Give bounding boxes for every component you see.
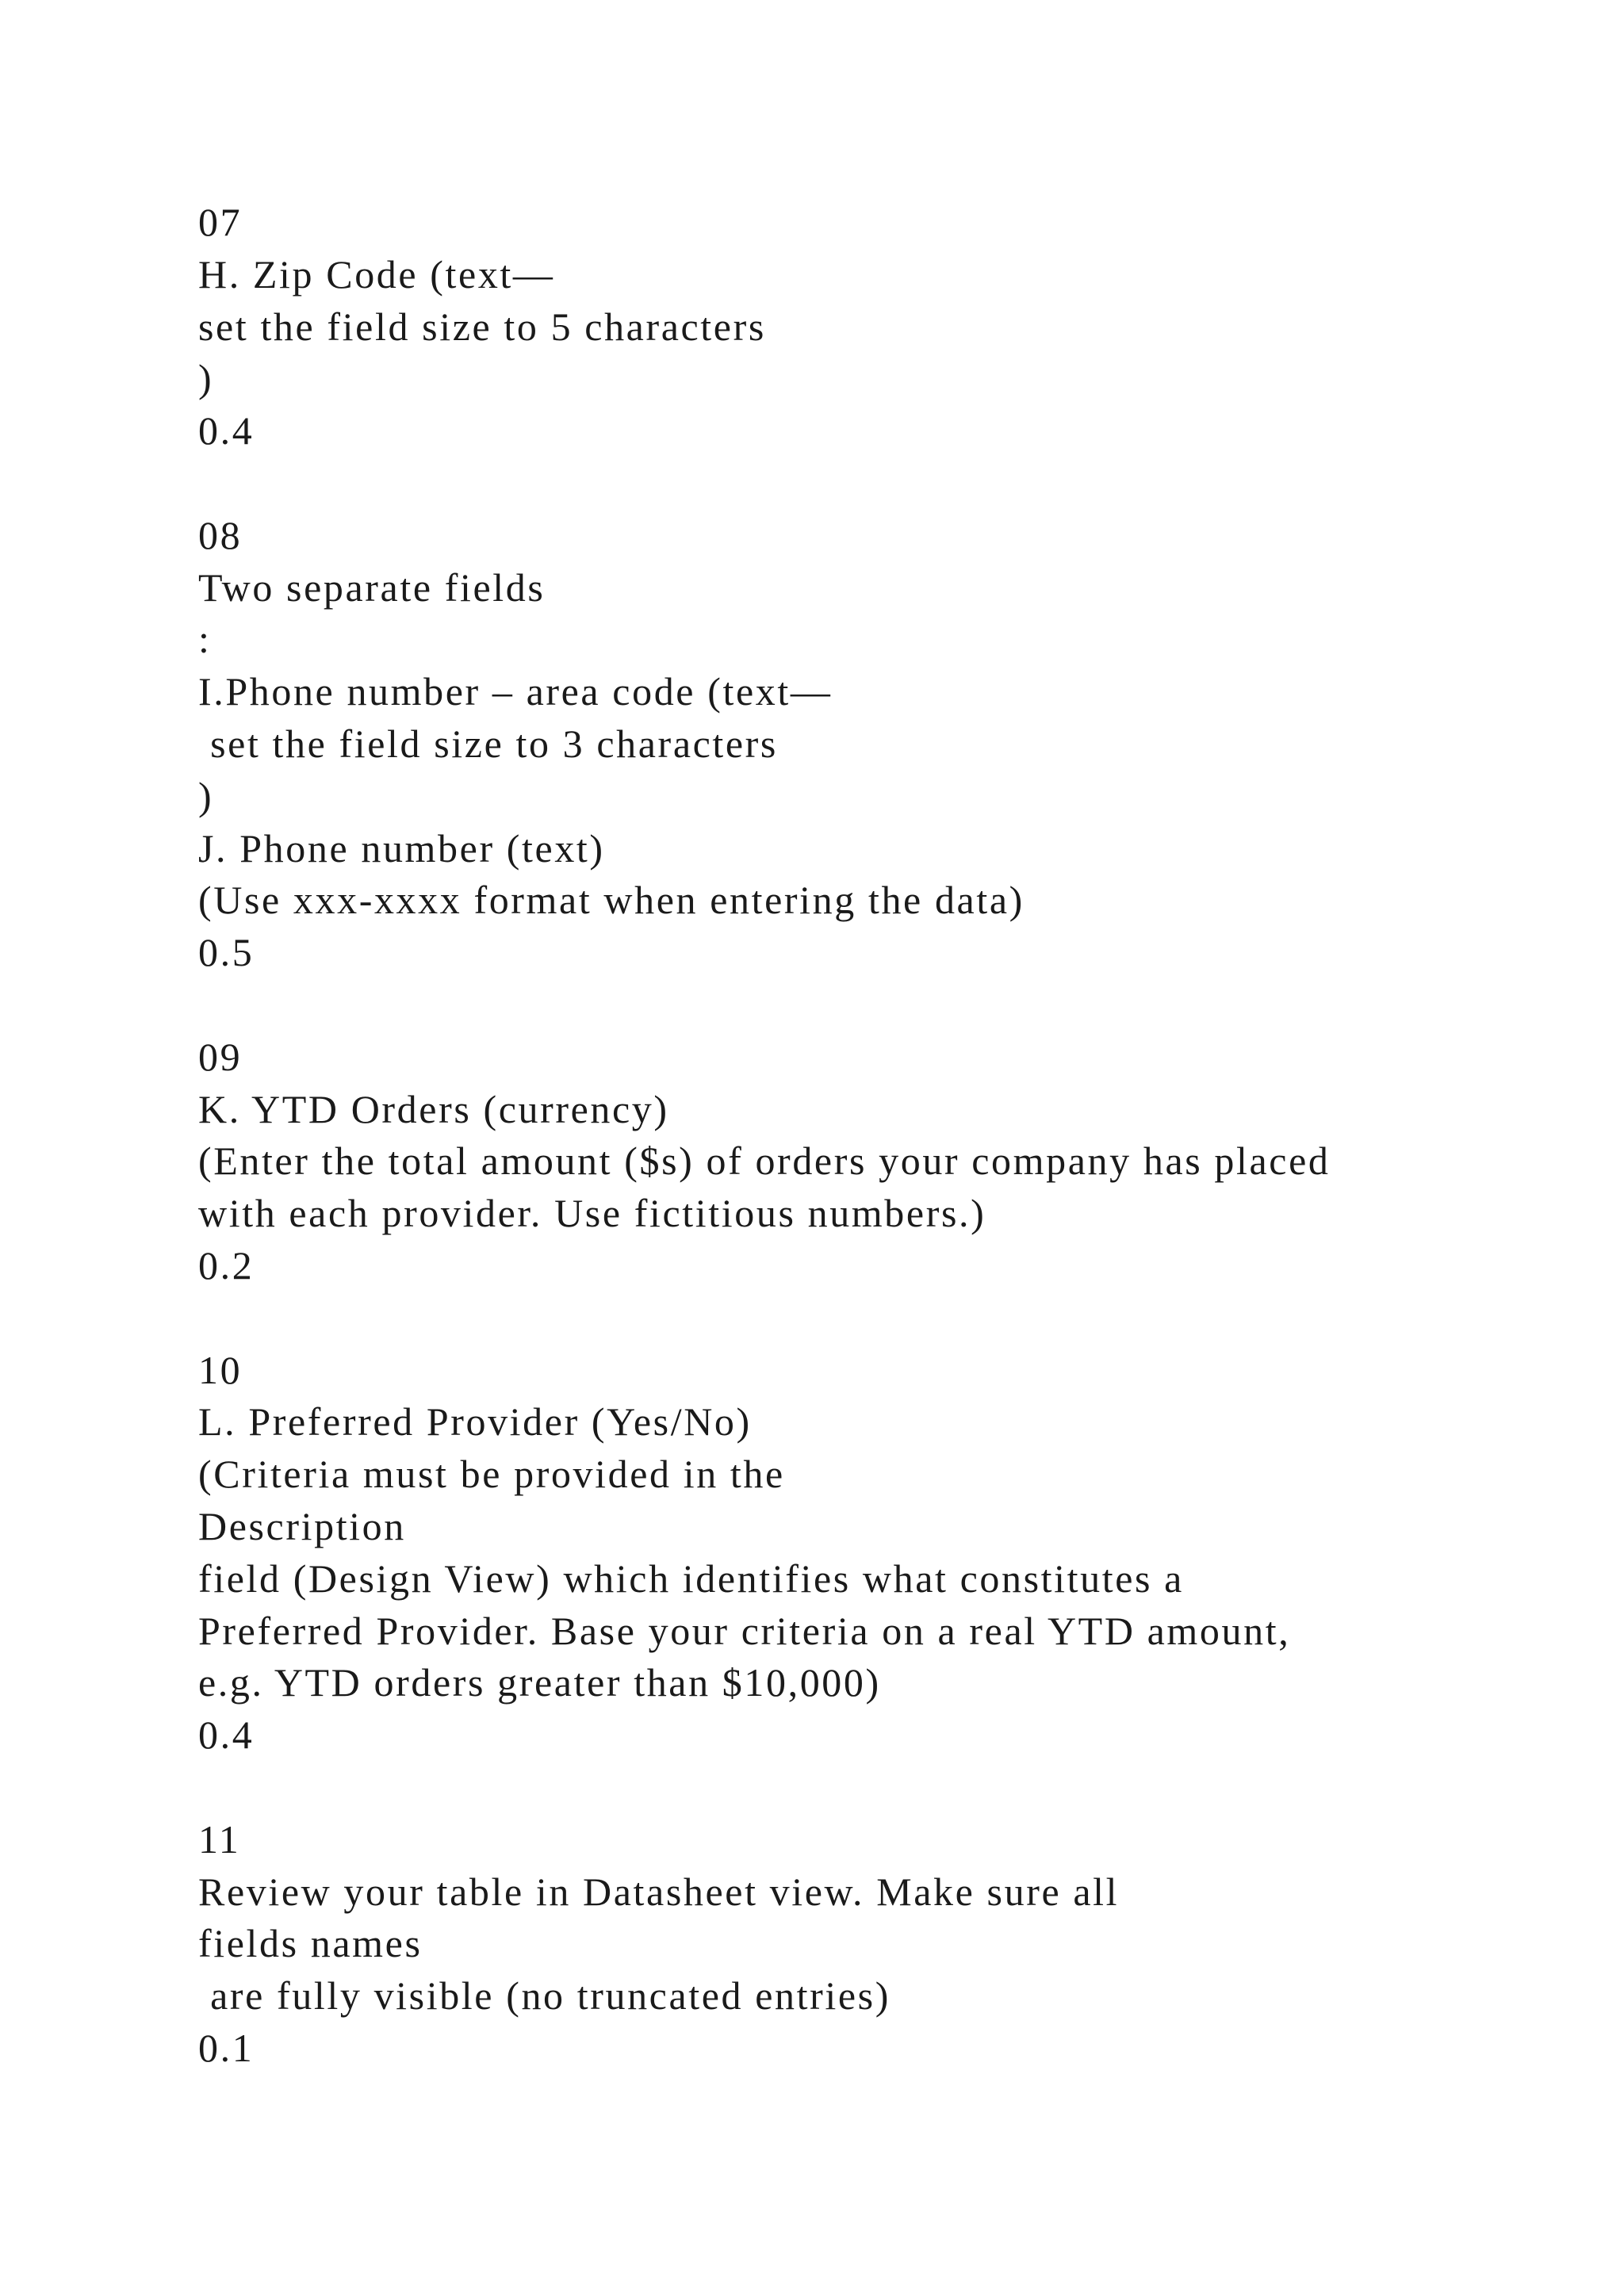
- ytd-orders-field-label: K. YTD Orders (currency): [198, 1086, 669, 1131]
- phone-number-field-label: J. Phone number (text): [198, 825, 605, 871]
- preferred-provider-note-1: (Criteria must be provided in the: [198, 1452, 785, 1497]
- preferred-provider-note-4: Preferred Provider. Base your criteria on a real YTD amount,: [198, 1608, 1291, 1653]
- item-number-11: 11: [198, 1816, 241, 1862]
- item-number-10: 10: [198, 1347, 243, 1392]
- zip-code-close-paren: ): [198, 356, 214, 401]
- spacer: [198, 1292, 1594, 1345]
- zip-code-field-label: H. Zip Code (text—: [198, 251, 555, 297]
- phone-format-note: (Use xxx-xxxx format when entering the data): [198, 878, 1025, 923]
- item-09-points: 0.2: [198, 1242, 255, 1288]
- spacer: [198, 1762, 1594, 1814]
- review-table-instruction-2: fields names: [198, 1921, 423, 1966]
- spacer: [198, 979, 1594, 1031]
- two-fields-heading: Two separate fields: [198, 564, 546, 610]
- item-number-09: 09: [198, 1034, 243, 1079]
- preferred-provider-note-2: Description: [198, 1503, 406, 1548]
- preferred-provider-note-3: field (Design View) which identifies what constitutes a: [198, 1556, 1184, 1601]
- ytd-orders-note-2: with each provider. Use fictitious numbers.): [198, 1191, 986, 1236]
- item-07-points: 0.4: [198, 408, 255, 453]
- area-code-field-size: set the field size to 3 characters: [198, 721, 778, 766]
- area-code-close-paren: ): [198, 773, 214, 818]
- item-number-07: 07: [198, 200, 243, 244]
- area-code-field-label: I.Phone number – area code (text—: [198, 669, 833, 714]
- review-table-instruction-1: Review your table in Datasheet view. Make sure all: [198, 1869, 1120, 1914]
- spacer: [198, 457, 1594, 510]
- item-10-points: 0.4: [198, 1712, 255, 1758]
- preferred-provider-note-5: e.g. YTD orders greater than $10,000): [198, 1660, 881, 1705]
- item-11-points: 0.1: [198, 2025, 255, 2070]
- ytd-orders-note-1: (Enter the total amount ($s) of orders your company has placed: [198, 1138, 1331, 1184]
- document-page: [198, 197, 1594, 2075]
- item-number-08: 08: [198, 512, 243, 557]
- item-08-points: 0.5: [198, 930, 255, 975]
- two-fields-colon: :: [198, 617, 212, 662]
- zip-code-field-size: set the field size to 5 characters: [198, 304, 766, 349]
- review-table-instruction-3: are fully visible (no truncated entries): [198, 1973, 891, 2019]
- preferred-provider-field-label: L. Preferred Provider (Yes/No): [198, 1399, 752, 1445]
